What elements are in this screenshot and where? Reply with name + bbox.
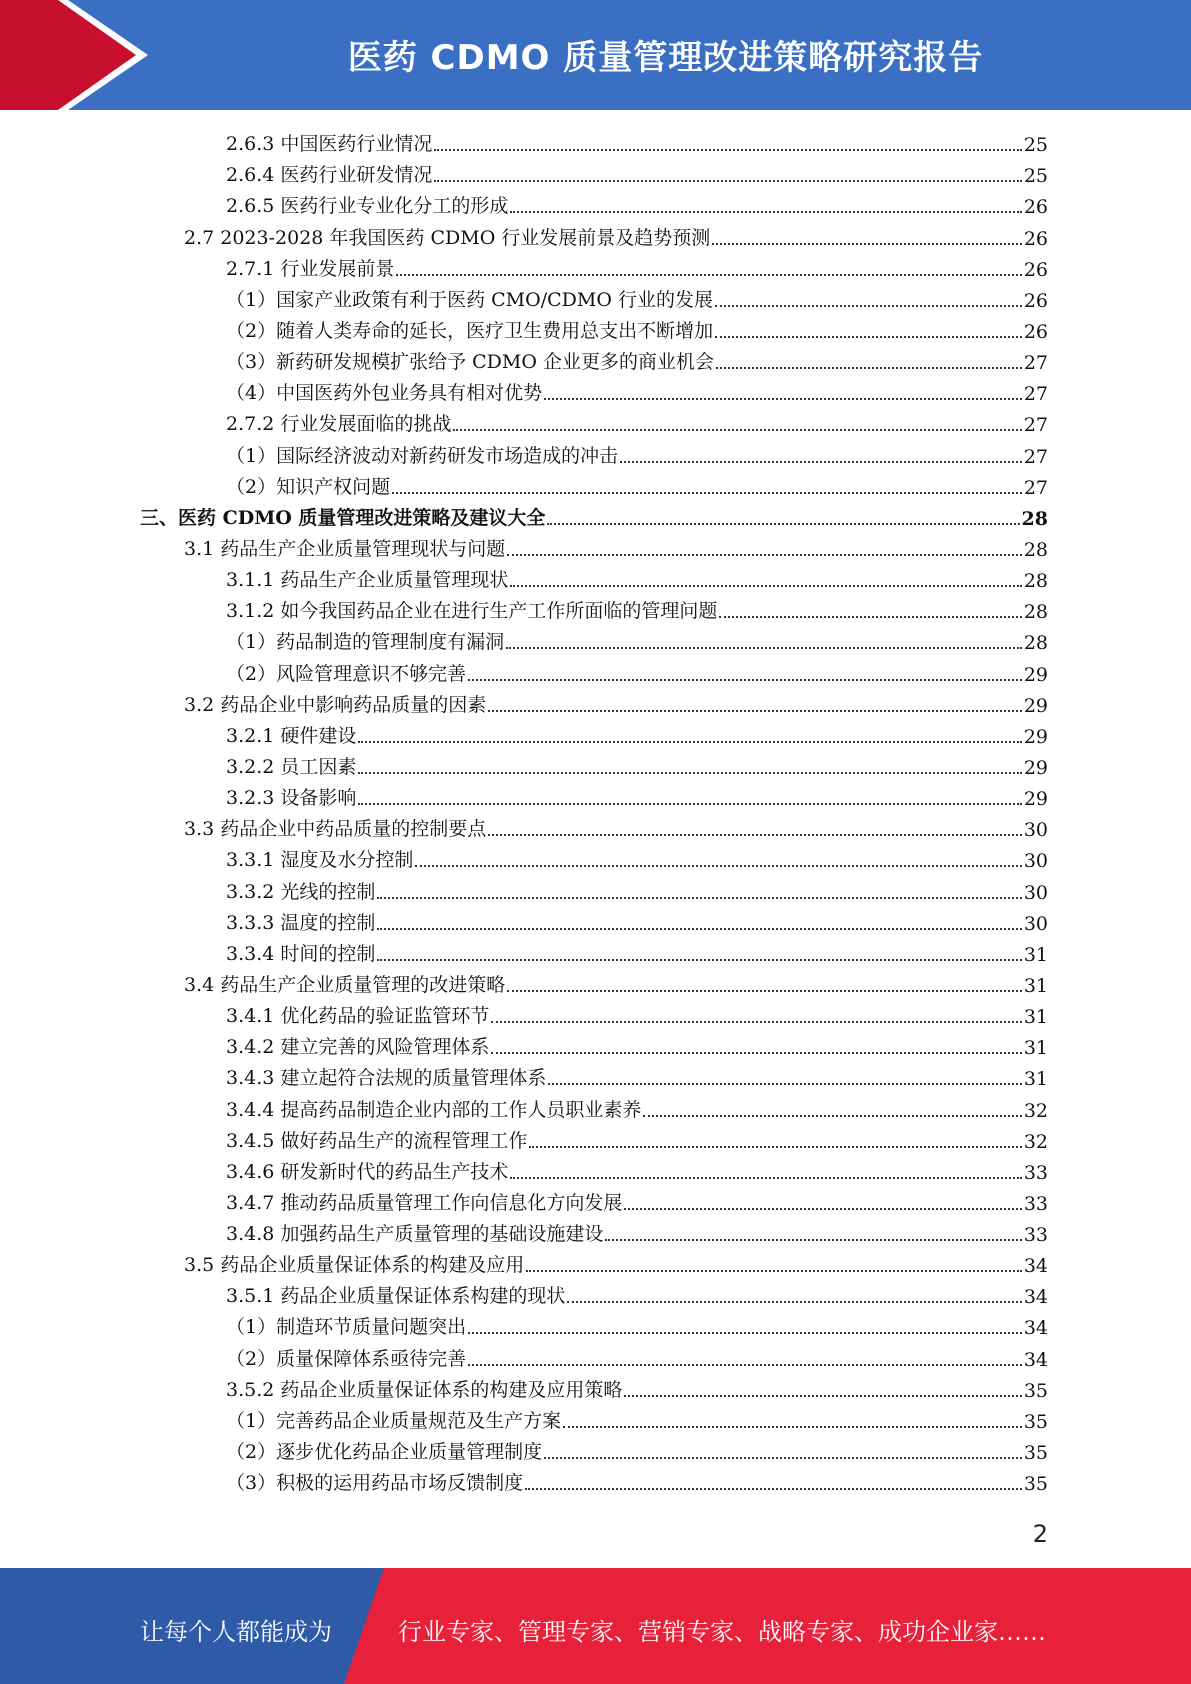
toc-entry-label: 2.6.4 医药行业研发情况	[226, 164, 433, 187]
toc-entry-label: 3.3.2 光线的控制	[226, 880, 376, 903]
page-number: 2	[1032, 1520, 1048, 1548]
toc-entry-page: 34	[1023, 1255, 1048, 1278]
toc-dot-leader	[377, 928, 1021, 930]
toc-dot-leader	[468, 1332, 1022, 1334]
toc-entry-page: 30	[1023, 881, 1048, 904]
toc-entry[interactable]	[140, 626, 1048, 657]
toc-entry-label: 3.4 药品生产企业质量管理的改进策略	[184, 973, 506, 996]
toc-entry[interactable]	[140, 1031, 1048, 1062]
toc-entry[interactable]	[140, 533, 1048, 564]
toc-entry-label: （2）质量保障体系亟待完善	[226, 1347, 467, 1370]
toc-entry-page: 30	[1023, 819, 1048, 842]
toc-entry-page: 25	[1023, 134, 1048, 157]
toc-entry[interactable]	[140, 1000, 1048, 1031]
toc-entry-page: 31	[1023, 1068, 1048, 1091]
toc-entry-label: （1）国家产业政策有利于医药 CMO/CDMO 行业的发展	[226, 288, 713, 311]
toc-entry-label: 3.4.5 做好药品生产的流程管理工作	[226, 1129, 528, 1152]
header-title: 医药 CDMO 质量管理改进策略研究报告	[347, 38, 984, 78]
toc-entry-label: （3）新药研发规模扩张给予 CDMO 企业更多的商业机会	[226, 351, 714, 374]
toc-entry-page: 26	[1023, 289, 1048, 312]
toc-dot-leader	[620, 461, 1022, 463]
toc-entry-label: 3.2.3 设备影响	[226, 787, 357, 810]
toc-entry-page: 27	[1023, 352, 1048, 375]
toc-entry[interactable]	[140, 1062, 1048, 1093]
toc-dot-leader	[506, 647, 1022, 649]
toc-entry[interactable]	[140, 689, 1048, 720]
toc-entry-page: 26	[1023, 196, 1048, 219]
toc-dot-leader	[415, 865, 1021, 867]
toc-dot-leader	[468, 679, 1022, 681]
toc-entry-label: 3.1 药品生产企业质量管理现状与问题	[184, 537, 506, 560]
toc-dot-leader	[544, 398, 1022, 400]
toc-dot-leader	[358, 741, 1021, 743]
toc-entry-page: 26	[1023, 258, 1048, 281]
toc-entry[interactable]	[140, 159, 1048, 190]
toc-dot-leader	[525, 1488, 1022, 1490]
toc-dot-leader	[716, 367, 1022, 369]
toc-entry-page: 28	[1021, 507, 1048, 530]
toc-dot-leader	[358, 772, 1021, 774]
toc-entry-label: （1）药品制造的管理制度有漏洞	[226, 631, 505, 654]
toc-entry-page: 31	[1023, 943, 1048, 966]
toc-entry-page: 29	[1023, 788, 1048, 811]
toc-entry[interactable]	[140, 284, 1048, 315]
toc-entry-page: 32	[1023, 1130, 1048, 1153]
toc-entry-label: 3.3.3 温度的控制	[226, 911, 376, 934]
toc-entry-page: 31	[1023, 974, 1048, 997]
toc-dot-leader	[396, 274, 1021, 276]
footer-slogan-left: 让每个人都能成为	[140, 1618, 332, 1646]
toc-entry[interactable]	[140, 1280, 1048, 1311]
toc-entry[interactable]	[140, 1249, 1048, 1280]
toc-entry-page: 27	[1023, 476, 1048, 499]
toc-entry-page: 31	[1023, 1006, 1048, 1029]
toc-entry[interactable]	[140, 1436, 1048, 1467]
toc-entry-label: 2.7.2 行业发展面临的挑战	[226, 413, 452, 436]
toc-entry-page: 35	[1023, 1379, 1048, 1402]
toc-entry-page: 29	[1023, 725, 1048, 748]
toc-entry-label: 3.4.1 优化药品的验证监管环节	[226, 1005, 490, 1028]
toc-entry-page: 35	[1023, 1473, 1048, 1496]
toc-entry-label: 3.1.1 药品生产企业质量管理现状	[226, 569, 509, 592]
toc-entry[interactable]	[140, 720, 1048, 751]
toc-dot-leader	[491, 1021, 1021, 1023]
toc-dot-leader	[563, 1426, 1022, 1428]
toc-entry-label: 3.3.1 湿度及水分控制	[226, 849, 414, 872]
toc-dot-leader	[377, 959, 1021, 961]
toc-dot-leader	[544, 1457, 1022, 1459]
toc-entry-page: 30	[1023, 850, 1048, 873]
page-footer	[0, 1568, 1191, 1684]
toc-entry-label: 3.1.2 如今我国药品企业在进行生产工作所面临的管理问题	[226, 600, 718, 623]
toc-entry-label: 2.6.3 中国医药行业情况	[226, 133, 433, 156]
toc-entry-page: 28	[1023, 570, 1048, 593]
toc-entry[interactable]	[140, 938, 1048, 969]
toc-dot-leader	[488, 834, 1022, 836]
toc-entry-label: （1）制造环节质量问题突出	[226, 1316, 467, 1339]
toc-entry-label: （3）积极的运用药品市场反馈制度	[226, 1472, 524, 1495]
toc-entry-page: 34	[1023, 1348, 1048, 1371]
toc-entry[interactable]	[140, 471, 1048, 502]
toc-entry[interactable]	[140, 564, 1048, 595]
toc-entry[interactable]	[140, 595, 1048, 626]
toc-entry-page: 33	[1023, 1224, 1048, 1247]
toc-entry-page: 26	[1023, 320, 1048, 343]
toc-dot-leader	[510, 585, 1021, 587]
toc-dot-leader	[358, 803, 1021, 805]
toc-entry[interactable]	[140, 1125, 1048, 1156]
footer-slogan-right: 行业专家、管理专家、营销专家、战略专家、成功企业家……	[398, 1618, 1046, 1646]
toc-entry[interactable]	[140, 1405, 1048, 1436]
toc-dot-leader	[567, 1301, 1021, 1303]
toc-entry[interactable]	[140, 221, 1048, 252]
toc-dot-leader	[468, 1364, 1022, 1366]
toc-entry[interactable]	[140, 875, 1048, 906]
toc-entry-page: 25	[1023, 165, 1048, 188]
toc-entry-label: 3.2.1 硬件建设	[226, 724, 357, 747]
toc-entry-page: 31	[1023, 1037, 1048, 1060]
toc-entry[interactable]	[140, 657, 1048, 688]
toc-entry-page: 28	[1023, 632, 1048, 655]
toc-dot-leader	[715, 305, 1022, 307]
toc-dot-leader	[719, 616, 1021, 618]
toc-dot-leader	[434, 149, 1021, 151]
toc-entry-label: （2）逐步优化药品企业质量管理制度	[226, 1441, 543, 1464]
toc-entry[interactable]	[140, 844, 1048, 875]
toc-entry-page: 34	[1023, 1317, 1048, 1340]
toc-entry-label: 三、医药 CDMO 质量管理改进策略及建议大全	[140, 506, 546, 529]
toc-dot-leader	[507, 990, 1022, 992]
toc-entry-label: 3.5.1 药品企业质量保证体系构建的现状	[226, 1285, 566, 1308]
toc-entry-label: 3.2 药品企业中影响药品质量的因素	[184, 693, 487, 716]
toc-entry[interactable]	[140, 907, 1048, 938]
toc-dot-leader	[488, 710, 1022, 712]
toc-entry-label: （2）知识产权问题	[226, 475, 391, 498]
toc-entry-page: 30	[1023, 912, 1048, 935]
toc-entry-label: 3.4.6 研发新时代的药品生产技术	[226, 1160, 509, 1183]
toc-entry[interactable]	[140, 439, 1048, 470]
toc-entry-page: 27	[1023, 445, 1048, 468]
toc-entry-label: 3.4.3 建立起符合法规的质量管理体系	[226, 1067, 547, 1090]
toc-entry-page: 32	[1023, 1099, 1048, 1122]
table-of-contents	[140, 128, 1048, 1498]
toc-dot-leader	[392, 492, 1022, 494]
toc-dot-leader	[491, 1052, 1021, 1054]
toc-entry[interactable]	[140, 1093, 1048, 1124]
toc-entry-label: 2.6.5 医药行业专业化分工的形成	[226, 195, 509, 218]
toc-dot-leader	[548, 1083, 1021, 1085]
toc-entry[interactable]	[140, 408, 1048, 439]
toc-dot-leader	[453, 429, 1021, 431]
toc-dot-leader	[715, 336, 1022, 338]
toc-dot-leader	[624, 1208, 1021, 1210]
toc-dot-leader	[712, 243, 1022, 245]
toc-entry-label: 3.3 药品企业中药品质量的控制要点	[184, 818, 487, 841]
toc-entry[interactable]	[140, 377, 1048, 408]
toc-entry[interactable]	[140, 315, 1048, 346]
toc-entry[interactable]	[140, 502, 1048, 533]
toc-dot-leader	[434, 180, 1021, 182]
toc-dot-leader	[547, 523, 1019, 525]
toc-entry-page: 35	[1023, 1410, 1048, 1433]
toc-dot-leader	[377, 897, 1021, 899]
toc-dot-leader	[605, 1239, 1021, 1241]
toc-entry[interactable]	[140, 782, 1048, 813]
toc-entry-page: 35	[1023, 1442, 1048, 1465]
toc-entry-label: （2）风险管理意识不够完善	[226, 662, 467, 685]
toc-entry-page: 29	[1023, 756, 1048, 779]
toc-entry[interactable]	[140, 1187, 1048, 1218]
toc-entry-label: （1）国际经济波动对新药研发市场造成的冲击	[226, 444, 619, 467]
toc-entry[interactable]	[140, 1467, 1048, 1498]
toc-entry-label: （4）中国医药外包业务具有相对优势	[226, 382, 543, 405]
toc-entry[interactable]	[140, 751, 1048, 782]
toc-entry-label: （2）随着人类寿命的延长，医疗卫生费用总支出不断增加	[226, 319, 714, 342]
toc-entry-label: 3.3.4 时间的控制	[226, 942, 376, 965]
page-header	[0, 0, 1191, 110]
toc-entry[interactable]	[140, 1218, 1048, 1249]
toc-entry[interactable]	[140, 1342, 1048, 1373]
toc-entry-page: 28	[1023, 601, 1048, 624]
toc-entry[interactable]	[140, 190, 1048, 221]
toc-entry[interactable]	[140, 813, 1048, 844]
toc-entry-page: 33	[1023, 1161, 1048, 1184]
toc-entry-page: 29	[1023, 694, 1048, 717]
toc-entry-page: 29	[1023, 663, 1048, 686]
toc-dot-leader	[510, 211, 1021, 213]
toc-entry-label: 3.4.8 加强药品生产质量管理的基础设施建设	[226, 1223, 604, 1246]
toc-entry-label: 2.7 2023-2028 年我国医药 CDMO 行业发展前景及趋势预测	[184, 226, 711, 249]
toc-entry-label: 3.2.2 员工因素	[226, 755, 357, 778]
toc-entry[interactable]	[140, 1156, 1048, 1187]
toc-dot-leader	[507, 554, 1022, 556]
toc-entry-label: 3.5.2 药品企业质量保证体系的构建及应用策略	[226, 1378, 623, 1401]
toc-entry-label: （1）完善药品企业质量规范及生产方案	[226, 1409, 562, 1432]
toc-entry[interactable]	[140, 969, 1048, 1000]
toc-entry-page: 28	[1023, 538, 1048, 561]
toc-entry-label: 3.4.2 建立完善的风险管理体系	[226, 1036, 490, 1059]
toc-dot-leader	[529, 1146, 1021, 1148]
toc-entry-page: 26	[1023, 227, 1048, 250]
toc-entry[interactable]	[140, 1311, 1048, 1342]
toc-entry-page: 33	[1023, 1192, 1048, 1215]
toc-entry[interactable]	[140, 128, 1048, 159]
toc-entry[interactable]	[140, 1374, 1048, 1405]
toc-entry-page: 34	[1023, 1286, 1048, 1309]
toc-entry-label: 3.4.7 推动药品质量管理工作向信息化方向发展	[226, 1191, 623, 1214]
toc-entry-page: 27	[1023, 414, 1048, 437]
toc-entry-label: 3.4.4 提高药品制造企业内部的工作人员职业素养	[226, 1098, 642, 1121]
toc-dot-leader	[510, 1177, 1021, 1179]
toc-dot-leader	[624, 1395, 1021, 1397]
toc-dot-leader	[526, 1270, 1022, 1272]
toc-entry[interactable]	[140, 346, 1048, 377]
toc-entry-page: 27	[1023, 383, 1048, 406]
toc-entry-label: 3.5 药品企业质量保证体系的构建及应用	[184, 1254, 525, 1277]
toc-dot-leader	[643, 1115, 1021, 1117]
toc-entry-label: 2.7.1 行业发展前景	[226, 257, 395, 280]
toc-entry[interactable]	[140, 253, 1048, 284]
